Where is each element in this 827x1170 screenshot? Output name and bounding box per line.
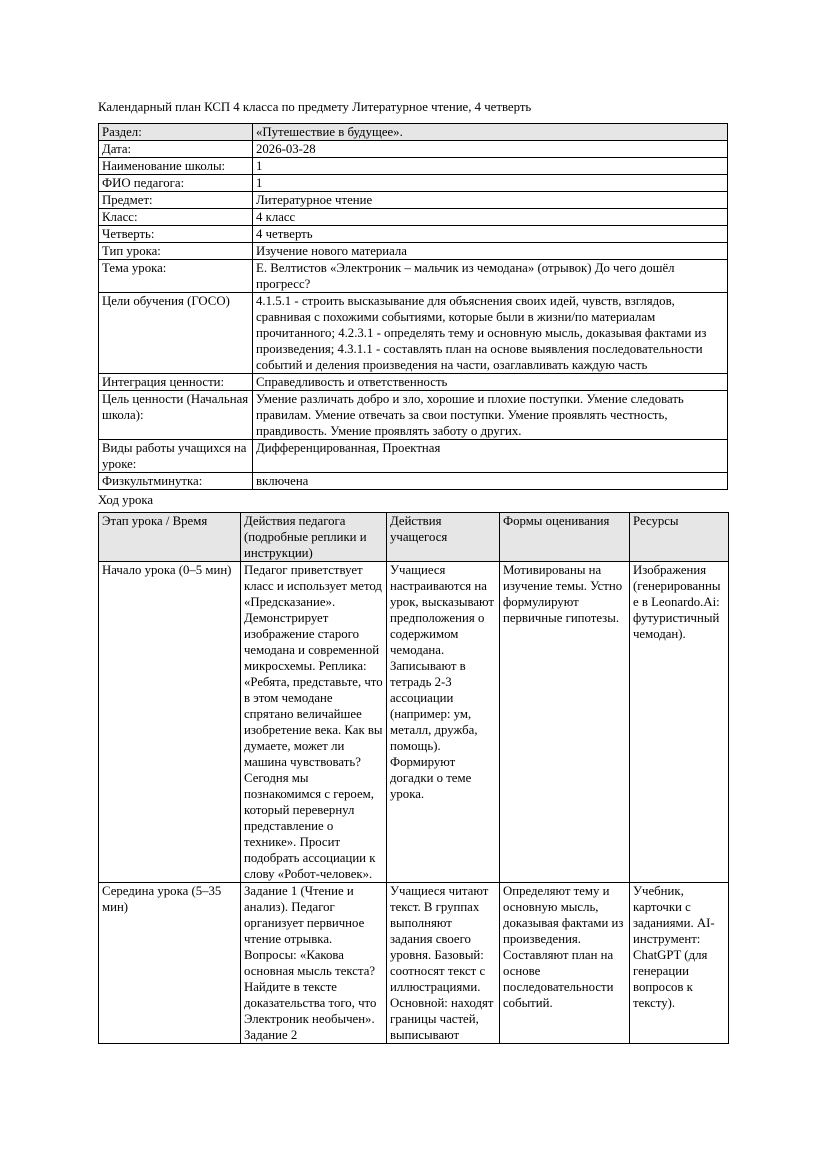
flow-cell-student-actions: Учащиеся читают текст. В группах выполняют задания своего уровня. Базовый: соотносят текст с иллюстрациями. Основной: находят границы частей, выписывают [387, 883, 500, 1044]
flow-column-header: Ресурсы [630, 513, 729, 562]
flow-table-body [99, 562, 729, 1044]
flow-cell-teacher-actions: Педагог приветствует класс и использует метод «Предсказание». Демонстрирует изображение старого чемодана и современной микросхемы. Реплика: «Ребята, представьте, что в этом чемодане спрятано величайшее изобретение века. Как вы думаете, может ли машина чувствовать? Сегодня мы познакомимся с героем, который перевернул представление о технике». Просит подобрать ассоциации к слову «Робот-человек». [241, 562, 387, 883]
flow-cell-stage: Середина урока (5–35 мин) [99, 883, 241, 1044]
flow-cell-teacher-actions: Задание 1 (Чтение и анализ). Педагог организует первичное чтение отрывка. Вопросы: «Какова основная мысль текста? Найдите в тексте доказательства того, что Электроник необычен». Задание 2 [241, 883, 387, 1044]
info-row-value: Дифференцированная, Проектная [253, 440, 728, 473]
info-row-value: Литературное чтение [253, 192, 728, 209]
info-table-row [99, 243, 728, 260]
info-table-row [99, 158, 728, 175]
lesson-flow-table [98, 512, 729, 1044]
flow-cell-assessment: Мотивированы на изучение темы. Устно формулируют первичные гипотезы. [500, 562, 630, 883]
document-content [98, 99, 728, 1044]
info-row-label: Цель ценности (Начальная школа): [99, 391, 253, 440]
flow-table-row [99, 562, 729, 883]
info-table-body [99, 124, 728, 490]
info-row-value: 4 класс [253, 209, 728, 226]
info-table-row [99, 209, 728, 226]
flow-column-header: Действия педагога (подробные реплики и инструкции) [241, 513, 387, 562]
info-row-label: Тема урока: [99, 260, 253, 293]
info-table-row [99, 391, 728, 440]
page-title: Календарный план КСП 4 класса по предмету Литературное чтение, 4 четверть [98, 100, 532, 114]
info-table-row [99, 141, 728, 158]
flow-cell-resources: Изображения (генерированные в Leonardo.Ai: футуристичный чемодан). [630, 562, 729, 883]
info-row-value: 1 [253, 175, 728, 192]
info-row-value: Умение различать добро и зло, хорошие и плохие поступки. Умение следовать правилам. Умение отвечать за свои поступки. Умение проявлять честность, правдивость. Умение проявлять заботу о других. [253, 391, 728, 440]
info-row-value: 2026-03-28 [253, 141, 728, 158]
lesson-info-table [98, 123, 728, 490]
info-row-label: ФИО педагога: [99, 175, 253, 192]
info-row-label: Физкультминутка: [99, 473, 253, 490]
info-table-row [99, 124, 728, 141]
info-table-row [99, 473, 728, 490]
info-table-row [99, 192, 728, 209]
flow-cell-stage: Начало урока (0–5 мин) [99, 562, 241, 883]
info-row-label: Дата: [99, 141, 253, 158]
flow-cell-resources: Учебник, карточки с заданиями. AI-инструмент: ChatGPT (для генерации вопросов к тексту). [630, 883, 729, 1044]
flow-table-row [99, 883, 729, 1044]
info-table-row [99, 374, 728, 391]
info-row-value: 4 четверть [253, 226, 728, 243]
info-table-row [99, 226, 728, 243]
info-row-label: Четверть: [99, 226, 253, 243]
info-table-row [99, 175, 728, 192]
flow-header-row [99, 513, 729, 562]
info-row-value: «Путешествие в будущее». [253, 124, 728, 141]
flow-cell-assessment: Определяют тему и основную мысль, доказывая фактами из произведения. Составляют план на основе последовательности событий. [500, 883, 630, 1044]
info-table-row [99, 260, 728, 293]
info-row-label: Раздел: [99, 124, 253, 141]
info-table-row [99, 293, 728, 374]
info-row-label: Класс: [99, 209, 253, 226]
info-row-label: Предмет: [99, 192, 253, 209]
info-row-value: включена [253, 473, 728, 490]
info-row-label: Интеграция ценности: [99, 374, 253, 391]
info-row-label: Цели обучения (ГОСО) [99, 293, 253, 374]
info-table-row [99, 440, 728, 473]
info-row-value: Е. Велтистов «Электроник – мальчик из чемодана» (отрывок) До чего дошёл прогресс? [253, 260, 728, 293]
info-row-value: 4.1.5.1 - строить высказывание для объяснения своих идей, чувств, взглядов, сравнивая с похожими событиями, которые были в жизни/по материалам прочитанного; 4.2.3.1 - определять тему и основную мысль, доказывая фактами из произведения; 4.3.1.1 - составлять план на основе выявления последовательности событий и деления произведения на части, озаглавливать каждую часть [253, 293, 728, 374]
info-row-value: 1 [253, 158, 728, 175]
flow-table-head [99, 513, 729, 562]
flow-column-header: Действия учащегося [387, 513, 500, 562]
info-row-label: Наименование школы: [99, 158, 253, 175]
flow-column-header: Формы оценивания [500, 513, 630, 562]
info-row-value: Изучение нового материала [253, 243, 728, 260]
info-row-label: Тип урока: [99, 243, 253, 260]
info-row-value: Справедливость и ответственность [253, 374, 728, 391]
info-row-label: Виды работы учащихся на уроке: [99, 440, 253, 473]
flow-heading: Ход урока [98, 493, 154, 507]
flow-cell-student-actions: Учащиеся настраиваются на урок, высказывают предположения о содержимом чемодана. Записывают в тетрадь 2-3 ассоциации (например: ум, металл, дружба, помощь). Формируют догадки о теме урока. [387, 562, 500, 883]
flow-column-header: Этап урока / Время [99, 513, 241, 562]
